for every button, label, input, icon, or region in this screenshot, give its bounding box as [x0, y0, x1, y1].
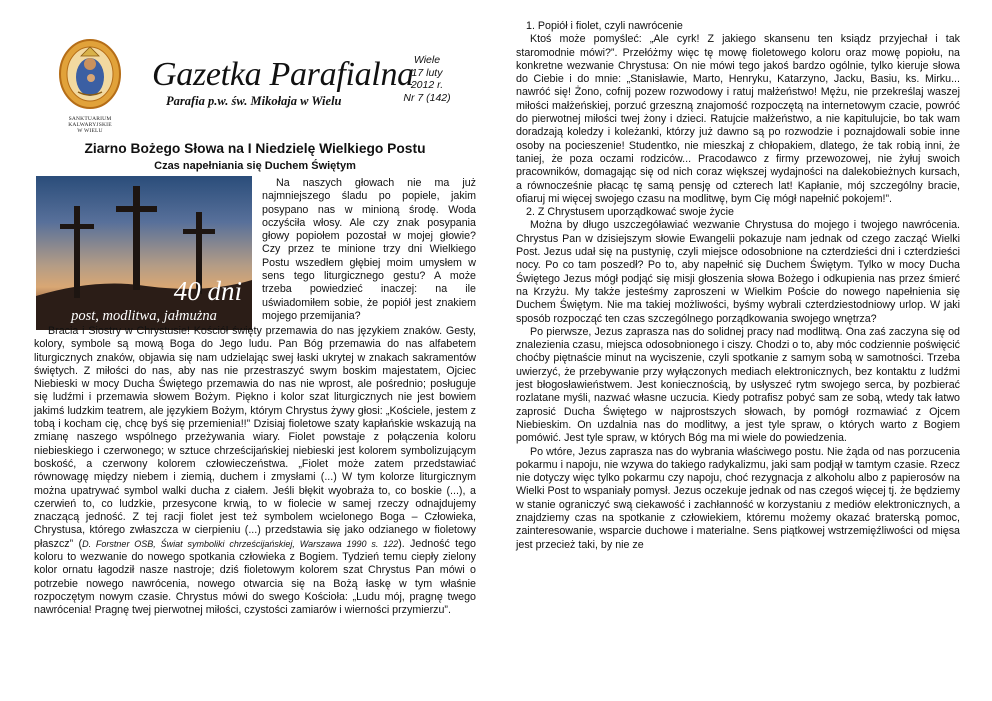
seal-caption: [54, 116, 126, 134]
article-body-right: [516, 20, 960, 552]
left-page: [34, 20, 476, 690]
right-page: [516, 20, 960, 690]
seal-line: SANKTUARIUM: [68, 116, 112, 122]
three-crosses-photo: [36, 176, 252, 330]
body-paragraph: [34, 325, 476, 618]
photo-caption-motto: post, modlitwa, jałmużna: [71, 308, 217, 324]
issue-date: 17 luty: [411, 66, 443, 79]
article-headline: Ziarno Bożego Słowa na I Niedzielę Wielkiego Postu: [84, 141, 426, 156]
sanctuary-seal-logo: [54, 36, 126, 134]
body-text-part: ). Jedność tego koloru to wezwanie do nowego spotkania człowieka z Bogiem. Tydzień temu ciepły zielony kolor ornatu łagodził nasze nastroje; dziś fioletowym kolorem szat Chrystus Pan mówi o potrzebie nowego nawrócenia, nowego otwarcia się na Bożą łaskę w tym właśnie rozpoczętym nowym czasie. Chrystus mówi do swego Kościoła: „Ludu mój, pragnę twego nawrócenia! Pragnę twej pierwotnej miłości, czystości zamiarów i wierności przymierzu”.: [34, 537, 476, 617]
newsletter-title: Gazetka Parafialna: [152, 56, 414, 93]
section-heading: 2. Z Chrystusem uporządkować swoje życie: [526, 206, 734, 219]
seal-line: W WIELU: [77, 128, 103, 134]
body-text-part: Bracia i Siostry w Chrystusie! Kościół święty przemawia do nas językiem znaków. Gesty, kolory, symbole są mową Boga do Jego ludu. Pan Bóg przemawia do nas alfabetem liturgicznych znaków, objawia się nam udzielając swej łaski ukrytej w znakach sakramentów świętych. Z miłości do nas, aby nas nie przestraszyć swym boskim majestatem, Ojciec Niebieski w mocy Ducha Świętego przemawia do nas nie wprost, ale pośrednio; posługuje się ludźmi i przemawia słowem Bożym. Piękno i kolor szat liturgicznych nie jest bowiem jakimś ludzkim teatrem, ale językiem Bożym, którym Chrystus żywy głosi: „Kościele, jestem z tobą i kocham cię, chcę byś się przemienia!!” Dzisiaj fioletowe szaty kapłańskie wskazują na zmianę naszego wspólnego przeżywania wiary. Fiolet powstaje z połączenia koloru niebieskiego i czerwonego; w sztuce chrześcijańskiej niebieski jest kolorem symbolizującym boskość, a czerwony kolorem człowieczeństwa. „Fiolet może zatem przedstawiać równowagę między niebem i ziemią, duchem i zmysłami (...) W tym kolorze liturgicznym można upatrywać symbol walki ducha z ciałem. Jeśli błękit wyobraża to, co boskie (...), a czerwień to, co ludzkie, przesycone krwią, to w fiolecie w samej rzeczy odnajdujemy znaczącą jedność. Z tej racji fiolet jest też symbolem wcielonego Boga – Człowieka, Chrystusa, którego zwłaszcza w cierpieniu (...) przedstawia się jako odzianego w fioletowy płaszcz” (: [34, 325, 476, 550]
newsletter-subtitle: Parafia p.w. św. Mikołaja w Wielu: [166, 94, 342, 108]
seal-line: KALWARYJSKIE: [68, 122, 112, 128]
citation: D. Forstner OSB, Świat symboliki chrześcijańskiej, Warszawa 1990 s. 122: [82, 538, 399, 549]
article-body-left: [34, 325, 476, 618]
article-subheadline: Czas napełniania się Duchem Świętym: [154, 160, 356, 172]
issue-number: Nr 7 (142): [403, 91, 451, 104]
issue-place: Wiele: [413, 54, 441, 66]
body-paragraph: Po pierwsze, Jezus zaprasza nas do solidnej pracy nad modlitwą. Ona zaś zaczyna się od znalezienia czasu, miejsca odosobnionego i ciszy. Chodzi o to, aby móc codziennie poświęcić choćby piętnaście minut na wyciszenie, czyli spotkanie z samym sobą w samotności. Trzeba uwierzyć, że przebywanie przy wyłączonych mediach elektronicznych, bez kontaktu z ludźmi jest błogosławieństwem. Jest koniecznością, by usłyszeć rytm swojego serca, by pozbierać rozlatane myśli, nazwać własne uczucia. Kiedy potrafisz pobyć sam ze sobą, wtedy tak łatwo zaprosić Ducha Świętego w najprostszych słowach, by pomógł rozmawiać z Ojcem Niebieskim. On uzdalnia nas do modlitwy, a jest tyle spraw, o których warto z Bogiem pomówić. Jest tyle spraw, w których Bóg ma mi wiele do powiedzenia.: [516, 325, 960, 445]
body-paragraph: Można by długo uszczegóławiać wezwanie Chrystusa do mojego i twojego nawrócenia. Chrystus Pan w dzisiejszym słowie Ewangelii pokazuje nam jednak od czego zacząć Wielki Post. Jezus udał się na pustynię, czyli miejsce odosobnione na czterdzieści dni i czterdzieści nocy. Po co tam poszedł? Po to, aby napełnić się Duchem Świętym. Tylko w mocy Ducha Świętego Jezus mógł podjąć się misji głoszenia słowa Bożego i odkupienia nas przez śmierć na Krzyżu. My także jesteśmy zaproszeni w Wielkim Poście do nowego napełnienia się Duchem Świętym. Nie ma takiej możliwości, byśmy wybrali czterdziestodniowy urlop. W jaki sposób rozpocząć ten czas szczególnego porządkowania swojego wnętrza?: [516, 219, 960, 325]
body-paragraph: Ktoś może pomyśleć: „Ale cyrk! Z jakiego skansenu ten ksiądz przyjechał i tak staromodnie mówi?”. Przełóżmy więc tę mowę fioletowego koloru oraz mowę popiołu, na konkretne wezwanie Chrystusa: On nie mówi tego jakoś bardzo ogólnie, tylko kieruje słowa do Ciebie i do mnie: „Stanisławie, Marto, Henryku, Katarzyno, Jacku, Basiu, ks. Mirku... nawróć się! Żono, cofnij pozew rozwodowy i ratuj małżeństwo! Mężu, nie przekreślaj waszej miłości małżeńskiej, porzuć grzeszną znajomość rozpoczętą na internetowym czacie, powróć do pierwotnej miłości twej żony i dzieci. Ratujcie małżeństwo, a nie kapitulujcie, bo tak wam doradzają koledzy i koleżanki, którzy już dawno są po rozwodzie i poznajdowali sobie inne osoby na pocieszenie! Studentko, nie mieszkaj z chłopakiem, dlatego, że tak robią inni, że taniej, że poza oczami rodziców... Pracodawco z firmy przewozowej, nie żyłuj swoich pracowników, domagając się od nich coraz większej wydajności na dalekobieżnych kursach, a równocześnie płacąc tę samą pensję od czterech lat! Kapłanie, mój szczególny bracie, ofiaruj mi więcej swojego czasu na modlitwę, bym Cię mógł napełnić pokojem!”.: [516, 33, 960, 205]
sanctuary-seal-icon: [54, 36, 126, 116]
body-paragraph: Po wtóre, Jezus zaprasza nas do wybrania właściwego postu. Nie żąda od nas porzucenia pokarmu i napoju, nie wzywa do takiego radykalizmu, jaki sam podjął w tamtym czasie. Rzecz nie dotyczy więc tylko pokarmu czy napoju, choć rezygnacja z alkoholu albo z papierosów na Wielki Post to wspaniały pomysł. Jezus oczekuje jednak od nas czegoś więcej tj. że będziemy w stanie ograniczyć swą ciekawość i zachłanność w korzystaniu z mediów elektronicznych, a znajdziemy czas na spotkanie z człowiekiem, któremu możemy okazać braterską pomoc, zainteresowanie, wsparcie duchowe i materialne. Sens piątkowej wstrzemięźliwości od mięsa jest przecież taki, by nie ze: [516, 445, 960, 551]
issue-info: [392, 54, 462, 104]
issue-year: 2012 r.: [410, 79, 444, 91]
section-heading: 1. Popiół i fiolet, czyli nawrócenie: [526, 20, 683, 32]
article-intro: [262, 177, 476, 323]
intro-paragraph: Na naszych głowach nie ma już najmniejszego śladu po popiele, jakim posypano nas w minioną środę. Woda oczyściła włosy. Ale czy znak posypania głowy popiołem pozostał w mojej głowie? Czy przez te minione trzy dni Wielkiego Postu wszedłem głębiej moim umysłem w sens tego liturgicznego gestu? A może trzeba powiedzieć inaczej: na ile uświadomiłem sobie, że popiół jest znakiem mojego przemijania?: [262, 177, 476, 322]
photo-caption-40-days: 40 dni: [173, 276, 242, 306]
masthead: [34, 20, 476, 132]
